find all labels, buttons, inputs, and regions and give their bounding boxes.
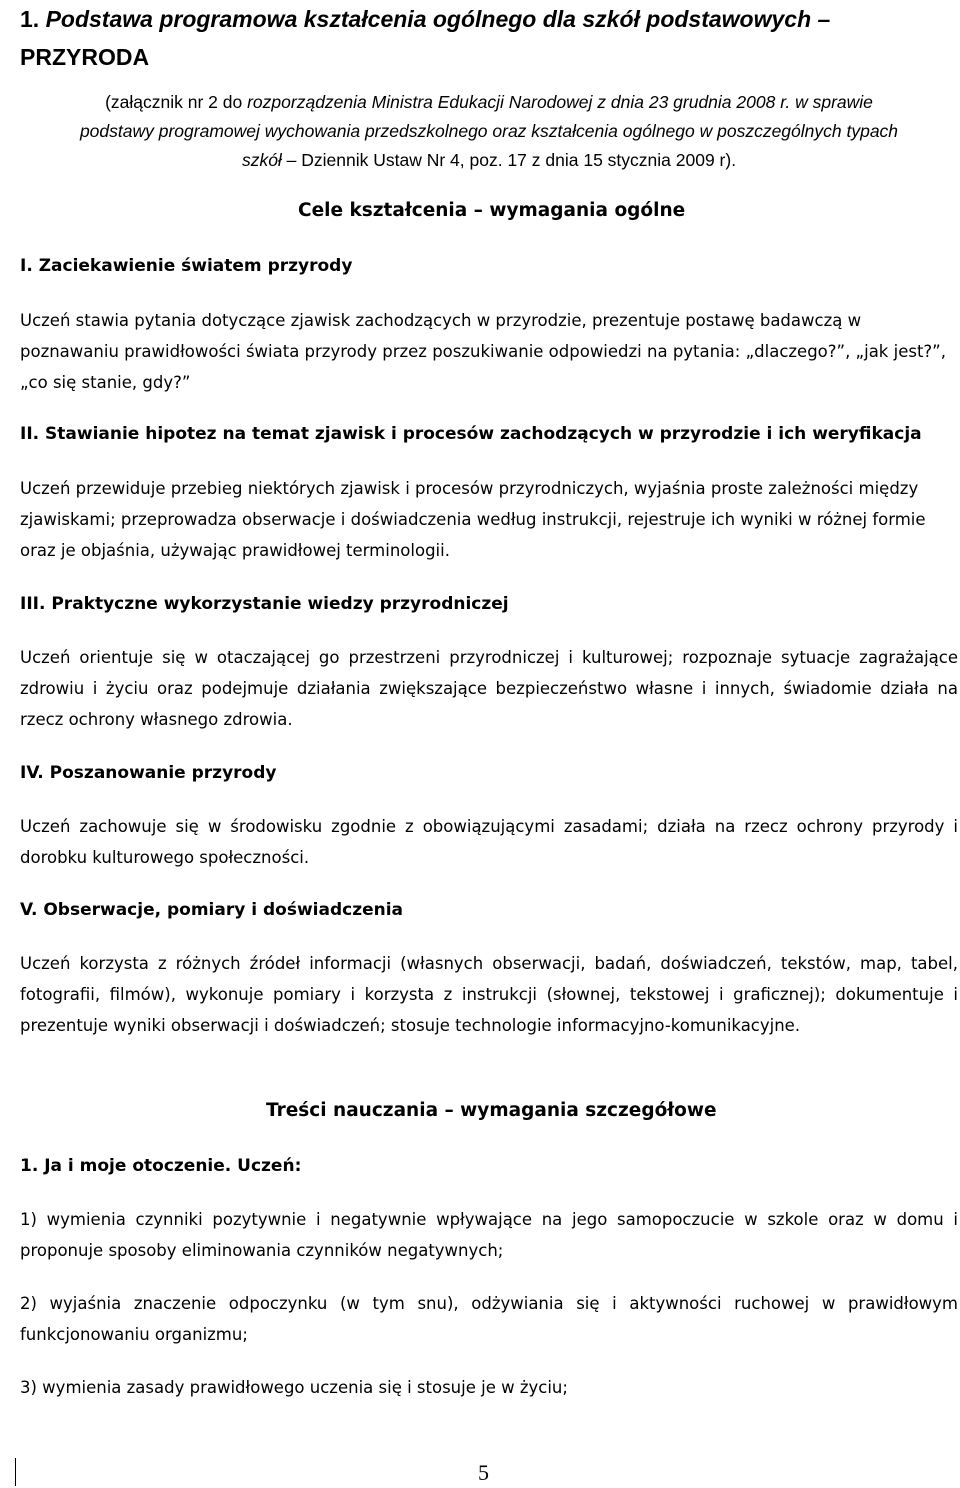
note-line-3-italic: szkół xyxy=(241,150,282,170)
note-line-3-rest: – Dziennik Ustaw Nr 4, poz. 17 z dnia 15 stycznia 2009 r). xyxy=(281,150,737,170)
title-text: Podstawa programowa kształcenia ogólnego dla szkół podstawowych – xyxy=(45,6,831,32)
subsection-heading: 1. Ja i moje otoczenie. Uczeń: xyxy=(20,1156,302,1176)
section-title-3: III. Praktyczne wykorzystanie wiedzy przyrodniczej xyxy=(20,594,509,614)
detailed-content-heading: Treści nauczania – wymagania szczegółowe xyxy=(266,1100,717,1121)
section-title-1: I. Zaciekawienie światem przyrody xyxy=(20,256,353,276)
section-text-3: Uczeń orientuje się w otaczającej go przestrzeni przyrodniczej i kulturowej; rozpoznaje sytuacje zagrażające zdrowiu i życiu oraz podejmuje działania zwiększające bezpieczeństwo własne i innych, świadomie działa na rzecz ochrony własnego zdrowia. xyxy=(20,648,958,729)
list-item: 1) wymienia czynniki pozytywnie i negatywnie wpływające na jego samopoczucie w szkole oraz w domu i proponuje sposoby eliminowania czynników negatywnych; xyxy=(20,1210,958,1260)
legal-reference-note xyxy=(20,88,958,175)
general-goals-heading: Cele kształcenia – wymagania ogólne xyxy=(298,200,686,221)
section-title-5: V. Obserwacje, pomiary i doświadczenia xyxy=(20,900,404,920)
section-text-4: Uczeń zachowuje się w środowisku zgodnie z obowiązującymi zasadami; działa na rzecz ochrony przyrody i dorobku kulturowego społeczności. xyxy=(20,817,958,867)
note-line-2: podstawy programowej wychowania przedszkolnego oraz kształcenia ogólnego w poszczególnych typach xyxy=(79,121,899,141)
section-title-2: II. Stawianie hipotez na temat zjawisk i procesów zachodzących w przyrodzie i ich weryfikacja xyxy=(20,424,922,444)
section-text-5: Uczeń korzysta z różnych źródeł informacji (własnych obserwacji, badań, doświadczeń, tekstów, map, tabel, fotografii, filmów), wykonuje pomiary i korzysta z instrukcji (słownej, tekstowej i graficznej); dokumentuje i prezentuje wyniki obserwacji i doświadczeń; stosuje technologie informacyjno-komunikacyjne. xyxy=(20,954,958,1035)
title-number: 1. xyxy=(20,6,40,32)
section-text-2: Uczeń przewiduje przebieg niektórych zjawisk i procesów przyrodniczych, wyjaśnia proste zależności między zjawiskami; przeprowadza obserwacje i doświadczenia według instrukcji, rejestruje ich wyniki w różnej formie oraz je objaśnia, używając prawidłowej terminologii. xyxy=(20,479,926,560)
footer-divider xyxy=(15,1458,16,1486)
note-regulation: rozporządzenia Ministra Edukacji Narodowej z dnia 23 grudnia 2008 r. w sprawie xyxy=(247,92,873,112)
list-item: 2) wyjaśnia znaczenie odpoczynku (w tym snu), odżywiania się i aktywności ruchowej w prawidłowym funkcjonowaniu organizmu; xyxy=(20,1294,958,1344)
title-subject: PRZYRODA xyxy=(20,44,150,70)
note-prefix: (załącznik nr 2 do xyxy=(105,92,248,112)
section-text-1: Uczeń stawia pytania dotyczące zjawisk zachodzących w przyrodzie, prezentuje postawę badawczą w poznawaniu prawidłowości świata przyrody przez poszukiwanie odpowiedzi na pytania: „dlaczego?”, „jak jest?”, „co się stanie, gdy?” xyxy=(20,311,946,392)
list-item: 3) wymienia zasady prawidłowego uczenia się i stosuje je w życiu; xyxy=(20,1378,568,1397)
page-number: 5 xyxy=(478,1460,489,1485)
document-title xyxy=(20,0,958,76)
section-title-4: IV. Poszanowanie przyrody xyxy=(20,763,277,783)
